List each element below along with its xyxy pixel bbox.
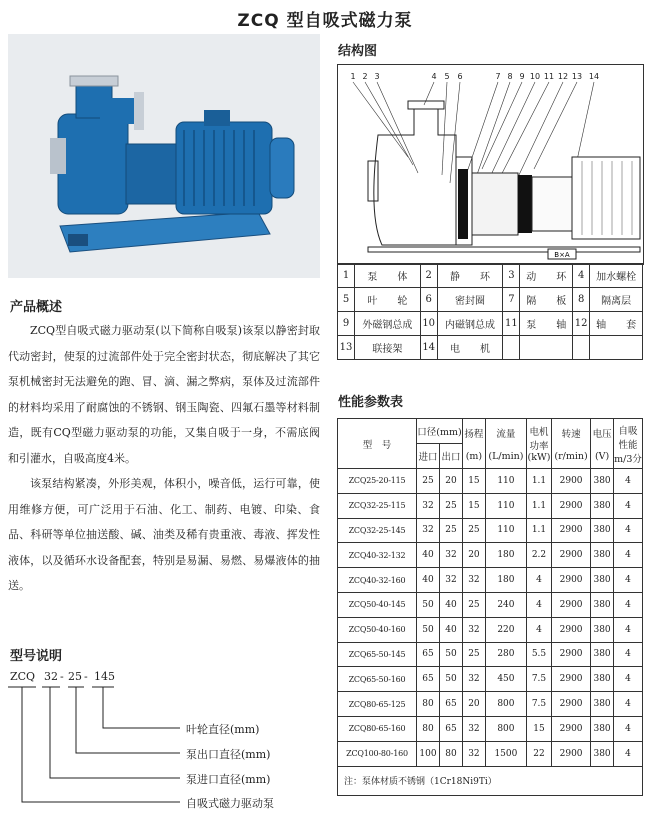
- value-cell: 15: [527, 716, 552, 741]
- table-row: [338, 592, 643, 617]
- value-cell: 110: [485, 469, 526, 494]
- value-cell: 2900: [552, 617, 591, 642]
- value-cell: 380: [591, 568, 614, 593]
- model-code-dash: -: [84, 670, 88, 683]
- value-cell: 25: [463, 592, 486, 617]
- parts-table: [337, 263, 643, 360]
- part-num: 8: [573, 288, 590, 312]
- value-cell: 50: [440, 642, 463, 667]
- table-row: [338, 716, 643, 741]
- model-cell: ZCQ50-40-160: [338, 617, 417, 642]
- value-cell: 32: [463, 568, 486, 593]
- callout-7: 7: [495, 72, 501, 81]
- value-cell: 800: [485, 692, 526, 717]
- model-cell: ZCQ65-50-145: [338, 642, 417, 667]
- value-cell: 2900: [552, 692, 591, 717]
- header-power: 电机功率 (kW): [527, 419, 552, 469]
- callout-6: 6: [457, 72, 463, 81]
- value-cell: 15: [463, 493, 486, 518]
- value-cell: 25: [440, 518, 463, 543]
- header-voltage: 电压 (V): [591, 419, 614, 469]
- part-name: [520, 336, 573, 360]
- table-row: [338, 264, 643, 288]
- value-cell: 2900: [552, 642, 591, 667]
- legend-type: 自吸式磁力驱动泵: [186, 797, 274, 810]
- value-cell: 4: [614, 741, 643, 766]
- value-cell: 380: [591, 543, 614, 568]
- table-row: [338, 667, 643, 692]
- value-cell: 380: [591, 642, 614, 667]
- value-cell: 22: [527, 741, 552, 766]
- value-cell: 4: [614, 617, 643, 642]
- value-cell: 380: [591, 469, 614, 494]
- part-num: 12: [573, 312, 590, 336]
- part-name: 动 环: [520, 264, 573, 288]
- value-cell: 4: [614, 518, 643, 543]
- value-cell: 2900: [552, 667, 591, 692]
- model-cell: ZCQ80-65-125: [338, 692, 417, 717]
- value-cell: 32: [463, 617, 486, 642]
- value-cell: 800: [485, 716, 526, 741]
- value-cell: 32: [463, 667, 486, 692]
- part-num: 11: [503, 312, 520, 336]
- table-row: [338, 312, 643, 336]
- part-name: 隔离层: [590, 288, 643, 312]
- value-cell: 4: [527, 592, 552, 617]
- part-num: 10: [420, 312, 437, 336]
- value-cell: 65: [440, 716, 463, 741]
- value-cell: 80: [440, 741, 463, 766]
- value-cell: 4: [614, 592, 643, 617]
- value-cell: 100: [417, 741, 440, 766]
- value-cell: 40: [417, 568, 440, 593]
- model-cell: ZCQ50-40-145: [338, 592, 417, 617]
- table-row: [338, 336, 643, 360]
- value-cell: 2.2: [527, 543, 552, 568]
- value-cell: 20: [463, 543, 486, 568]
- value-cell: 32: [463, 741, 486, 766]
- params-note: 注：泵体材质不锈钢（1Cr18Ni9Ti）: [338, 766, 643, 795]
- value-cell: 65: [417, 667, 440, 692]
- value-cell: 4: [614, 642, 643, 667]
- table-row: [338, 741, 643, 766]
- value-cell: 2900: [552, 592, 591, 617]
- value-cell: 32: [440, 543, 463, 568]
- value-cell: 32: [417, 493, 440, 518]
- value-cell: 4: [527, 617, 552, 642]
- callout-2: 2: [362, 72, 368, 81]
- params-heading: 性能参数表: [338, 395, 404, 410]
- part-num: 13: [338, 336, 355, 360]
- value-cell: 5.5: [527, 642, 552, 667]
- callout-10: 10: [529, 72, 541, 81]
- value-cell: 80: [417, 716, 440, 741]
- callout-9: 9: [519, 72, 525, 81]
- part-name: 叶 轮: [355, 288, 421, 312]
- part-name: 隔 板: [520, 288, 573, 312]
- callout-1: 1: [350, 72, 356, 81]
- table-row: [338, 568, 643, 593]
- value-cell: 1.1: [527, 518, 552, 543]
- value-cell: 25: [463, 642, 486, 667]
- structure-heading: 结构图: [338, 44, 378, 59]
- part-num: [573, 336, 590, 360]
- product-photo: [8, 34, 320, 278]
- value-cell: 50: [417, 592, 440, 617]
- model-cell: ZCQ32-25-115: [338, 493, 417, 518]
- model-cell: ZCQ80-65-160: [338, 716, 417, 741]
- value-cell: 380: [591, 617, 614, 642]
- value-cell: 4: [614, 543, 643, 568]
- part-num: 14: [420, 336, 437, 360]
- header-row: [338, 419, 643, 444]
- header-model: 型 号: [338, 419, 417, 469]
- value-cell: 380: [591, 741, 614, 766]
- part-name: 静 环: [437, 264, 503, 288]
- header-selfprime: 自吸性能 m/3分: [614, 419, 643, 469]
- part-num: 4: [573, 264, 590, 288]
- part-num: 7: [503, 288, 520, 312]
- legend-outlet: 泵出口直径(mm): [186, 748, 271, 761]
- part-num: 6: [420, 288, 437, 312]
- model-cell: ZCQ100-80-160: [338, 741, 417, 766]
- value-cell: 280: [485, 642, 526, 667]
- value-cell: 110: [485, 518, 526, 543]
- value-cell: 1.1: [527, 469, 552, 494]
- value-cell: 65: [440, 692, 463, 717]
- value-cell: 220: [485, 617, 526, 642]
- overview-paragraph-1: ZCQ型自吸式磁力驱动泵(以下简称自吸泵)该泵以静密封取代动密封，使泵的过流部件处于完全密封状态，彻底解决了其它泵机械密封无法避免的跑、冒、滴、漏之弊病，泵体及过流部件的材料均采用了耐腐蚀的不锈钢、钢玉陶瓷、四氟石墨等材料制造，既有CQ型磁力驱动泵的功能，又集自吸于一身，不需底阀和引灌水，自吸高度4米。: [8, 324, 320, 465]
- model-code-dash: -: [60, 670, 64, 683]
- model-code-prefix: ZCQ: [10, 670, 36, 683]
- table-row: [338, 469, 643, 494]
- value-cell: 25: [463, 518, 486, 543]
- part-name: 加水螺栓: [590, 264, 643, 288]
- value-cell: 32: [463, 716, 486, 741]
- value-cell: 180: [485, 543, 526, 568]
- part-name: 泵 轴: [520, 312, 573, 336]
- value-cell: 180: [485, 568, 526, 593]
- model-cell: ZCQ40-32-132: [338, 543, 417, 568]
- value-cell: 2900: [552, 469, 591, 494]
- model-code-outlet: 25: [68, 670, 82, 683]
- header-outlet: 出口: [440, 444, 463, 469]
- value-cell: 32: [440, 568, 463, 593]
- callout-14: 14: [588, 72, 600, 81]
- callout-4: 4: [431, 72, 437, 81]
- value-cell: 4: [614, 469, 643, 494]
- callout-13: 13: [571, 72, 583, 81]
- part-name: 内磁钢总成: [437, 312, 503, 336]
- value-cell: 40: [440, 617, 463, 642]
- value-cell: 1500: [485, 741, 526, 766]
- part-name: 外磁钢总成: [355, 312, 421, 336]
- value-cell: 2900: [552, 543, 591, 568]
- value-cell: 65: [417, 642, 440, 667]
- value-cell: 2900: [552, 493, 591, 518]
- value-cell: 15: [463, 469, 486, 494]
- model-code-impeller: 145: [94, 670, 115, 683]
- value-cell: 4: [614, 667, 643, 692]
- value-cell: 240: [485, 592, 526, 617]
- header-head: 扬程 (m): [463, 419, 486, 469]
- value-cell: 110: [485, 493, 526, 518]
- table-row: [338, 518, 643, 543]
- header-speed: 转速 (r/min): [552, 419, 591, 469]
- part-num: 5: [338, 288, 355, 312]
- value-cell: 20: [440, 469, 463, 494]
- part-name: 泵 体: [355, 264, 421, 288]
- overview-heading: 产品概述: [10, 300, 63, 315]
- part-num: 2: [420, 264, 437, 288]
- value-cell: 4: [614, 568, 643, 593]
- legend-inlet: 泵进口直径(mm): [186, 773, 271, 786]
- callout-3: 3: [374, 72, 380, 81]
- value-cell: 380: [591, 716, 614, 741]
- value-cell: 4: [614, 493, 643, 518]
- structure-drawing: [338, 65, 643, 264]
- model-heading: 型号说明: [10, 649, 63, 664]
- header-inlet: 进口: [417, 444, 440, 469]
- value-cell: 80: [417, 692, 440, 717]
- value-cell: 4: [614, 692, 643, 717]
- model-cell: ZCQ40-32-160: [338, 568, 417, 593]
- value-cell: 2900: [552, 518, 591, 543]
- value-cell: 380: [591, 493, 614, 518]
- table-row: [338, 493, 643, 518]
- model-code-inlet: 32: [44, 670, 58, 683]
- value-cell: 380: [591, 518, 614, 543]
- model-cell: ZCQ65-50-160: [338, 667, 417, 692]
- part-name: 联接架: [355, 336, 421, 360]
- model-cell: ZCQ25-20-115: [338, 469, 417, 494]
- bxa-label: B×A: [554, 251, 570, 259]
- value-cell: 20: [463, 692, 486, 717]
- value-cell: 2900: [552, 568, 591, 593]
- page-title: ZCQ 型自吸式磁力泵: [237, 11, 413, 31]
- structure-diagram: [337, 64, 644, 265]
- value-cell: 380: [591, 667, 614, 692]
- value-cell: 50: [440, 667, 463, 692]
- value-cell: 25: [417, 469, 440, 494]
- value-cell: 1.1: [527, 493, 552, 518]
- value-cell: 380: [591, 592, 614, 617]
- overview-paragraph-2: 该泵结构紧凑，外形美观，体积小，噪音低，运行可靠，使用维修方便，可广泛用于石油、化工、制药、电镀、印染、食品、科研等单位抽送酸、碱、油类及稀有贵重液、毒液、挥发性液体，以及循环水设备配套，特别是易漏、易燃、易爆液体的抽送。: [8, 477, 320, 592]
- header-caliber: 口径(mm): [417, 419, 463, 444]
- value-cell: 380: [591, 692, 614, 717]
- callout-12: 12: [557, 72, 569, 81]
- callout-5: 5: [444, 72, 450, 81]
- part-name: 密封圈: [437, 288, 503, 312]
- value-cell: 2900: [552, 716, 591, 741]
- legend-impeller: 叶轮直径(mm): [186, 723, 260, 736]
- table-row: [338, 642, 643, 667]
- value-cell: 50: [417, 617, 440, 642]
- part-num: 9: [338, 312, 355, 336]
- value-cell: 2900: [552, 741, 591, 766]
- value-cell: 7.5: [527, 692, 552, 717]
- model-cell: ZCQ32-25-145: [338, 518, 417, 543]
- table-row: [338, 543, 643, 568]
- table-row: [338, 617, 643, 642]
- value-cell: 32: [417, 518, 440, 543]
- table-row: [338, 288, 643, 312]
- note-row: [338, 766, 643, 795]
- part-num: 3: [503, 264, 520, 288]
- callout-8: 8: [507, 72, 513, 81]
- overview-text: [8, 318, 320, 599]
- value-cell: 4: [614, 716, 643, 741]
- value-cell: 4: [527, 568, 552, 593]
- value-cell: 40: [417, 543, 440, 568]
- part-num: 1: [338, 264, 355, 288]
- header-flow: 流量 (L/min): [485, 419, 526, 469]
- pump-photo-illustration: [8, 34, 320, 278]
- value-cell: 25: [440, 493, 463, 518]
- params-table: [337, 418, 643, 796]
- part-name: 电 机: [437, 336, 503, 360]
- value-cell: 7.5: [527, 667, 552, 692]
- value-cell: 450: [485, 667, 526, 692]
- value-cell: 40: [440, 592, 463, 617]
- part-name: 轴 套: [590, 312, 643, 336]
- table-row: [338, 692, 643, 717]
- part-name: [590, 336, 643, 360]
- part-num: [503, 336, 520, 360]
- callout-11: 11: [543, 72, 555, 81]
